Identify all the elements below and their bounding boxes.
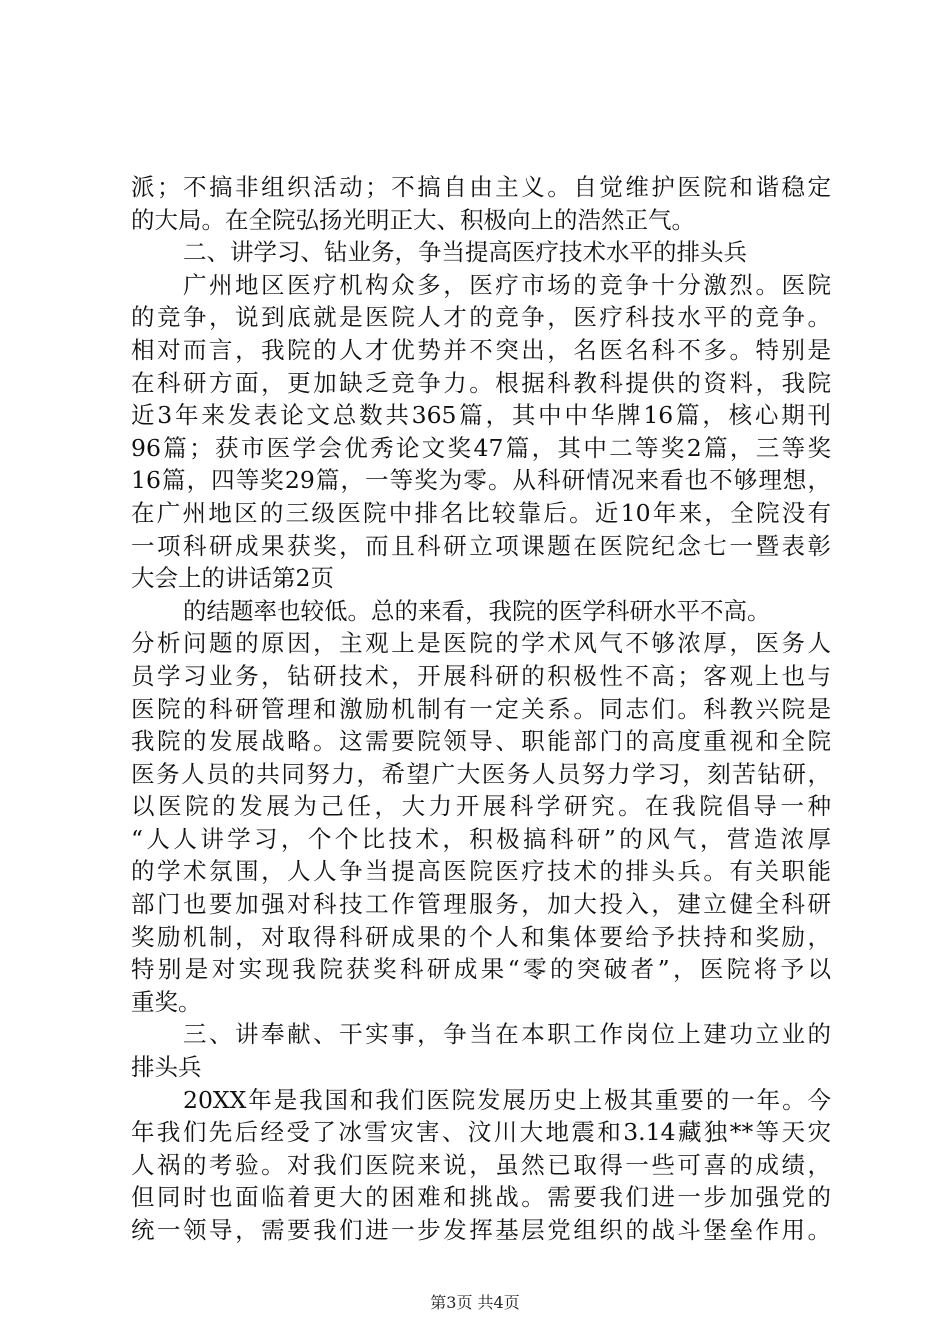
text-line: 三、讲奉献、干实事，争当在本职工作岗位上建功立业的 [183, 1020, 831, 1049]
page-footer: 第3页 共4页 [430, 1293, 520, 1312]
text-line: 的结题率也较低。总的来看，我院的医学科研水平不高。 [183, 596, 771, 625]
text-line: 我院的发展战略。这需要院领导、职能部门的高度重视和全院 [131, 727, 831, 756]
text-line: 一项科研成果获奖，而且科研立项课题在医院纪念七一暨表彰 [131, 531, 831, 560]
text-line: 的大局。在全院弘扬光明正大、积极向上的浩然正气。 [131, 205, 695, 234]
text-line: 的竞争，说到底就是医院人才的竞争，医疗科技水平的竞争。 [131, 303, 831, 332]
text-line: 派；不搞非组织活动；不搞自由主义。自觉维护医院和谐稳定 [131, 173, 831, 201]
text-line: “人人讲学习，个个比技术，积极搞科研”的风气，营造浓厚 [131, 824, 831, 853]
text-line: 96篇；获市医学会优秀论文奖47篇，其中二等奖2篇，三等奖 [131, 433, 831, 462]
text-line: 以医院的发展为己任，大力开展科学研究。在我院倡导一种 [131, 792, 831, 821]
text-line: 二、讲学习、钻业务，争当提高医疗技术水平的排头兵 [183, 238, 747, 267]
text-line: 在广州地区的三级医院中排名比较靠后。近10年来，全院没有 [131, 498, 831, 527]
text-line: 在科研方面，更加缺乏竞争力。根据科教科提供的资料，我院 [131, 368, 831, 397]
text-line: 医务人员的共同努力，希望广大医务人员努力学习，刻苦钻研， [131, 759, 831, 788]
text-line: 医院的科研管理和激励机制有一定关系。同志们。科教兴院是 [131, 694, 831, 723]
text-line: 重奖。 [131, 987, 202, 1016]
text-line: 人祸的考验。对我们医院来说，虽然已取得一些可喜的成绩， [131, 1150, 831, 1179]
text-line: 年我们先后经受了冰雪灾害、汶川大地震和3.14藏独**等天灾 [131, 1118, 831, 1147]
text-line: 排头兵 [131, 1053, 202, 1082]
text-line: 部门也要加强对科技工作管理服务，加大投入，建立健全科研 [131, 890, 831, 919]
text-line: 20XX年是我国和我们医院发展历史上极其重要的一年。今 [183, 1085, 831, 1114]
text-line: 员学习业务，钻研技术，开展科研的积极性不高；客观上也与 [131, 661, 831, 690]
text-line: 16篇，四等奖29篇，一等奖为零。从科研情况来看也不够理想， [131, 466, 831, 495]
text-line: 广州地区医疗机构众多，医疗市场的竞争十分激烈。医院 [183, 270, 831, 299]
text-line: 大会上的讲话第2页 [131, 564, 334, 593]
text-line: 但同时也面临着更大的困难和挑战。需要我们进一步加强党的 [131, 1183, 831, 1212]
text-line: 统一领导，需要我们进一步发挥基层党组织的战斗堡垒作用。 [131, 1216, 831, 1244]
text-line: 分析问题的原因，主观上是医院的学术风气不够浓厚，医务人 [131, 629, 831, 658]
text-line: 近3年来发表论文总数共365篇，其中中华牌16篇，核心期刊 [131, 401, 831, 430]
text-line: 相对而言，我院的人才优势并不突出，名医名科不多。特别是 [131, 335, 831, 364]
text-line: 奖励机制，对取得科研成果的个人和集体要给予扶持和奖励， [131, 922, 831, 951]
text-line: 特别是对实现我院获奖科研成果“零的突破者”，医院将予以 [131, 955, 831, 984]
document-body [131, 171, 831, 1247]
text-line: 的学术氛围，人人争当提高医院医疗技术的排头兵。有关职能 [131, 857, 831, 886]
